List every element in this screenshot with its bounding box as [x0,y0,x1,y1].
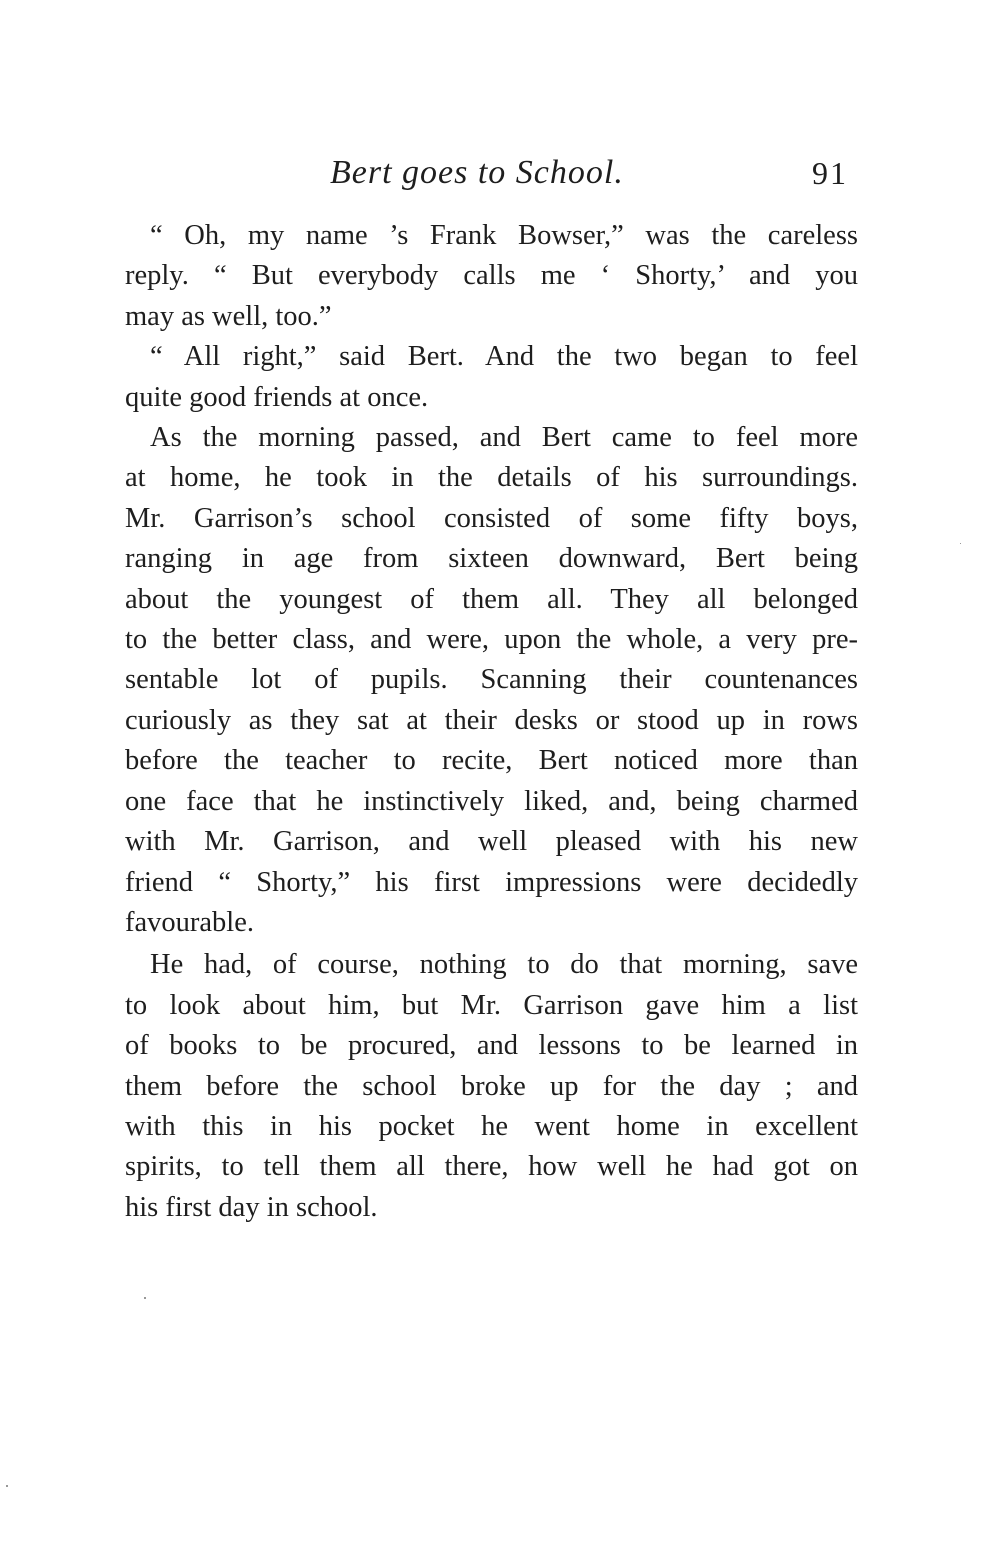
text-line: with this in his pocket he went home in excellent [125,1110,858,1142]
text-line: his first day in school. [125,1191,378,1223]
text-line: quite good friends at once. [125,381,429,413]
body-text [125,216,858,1228]
paragraph-3 [125,418,858,943]
running-head [0,150,1000,196]
scan-speck [144,1297,146,1299]
text-line: may as well, too.” [125,300,332,332]
paragraph-2 [125,337,858,418]
text-line: them before the school broke up for the day ; and [125,1070,858,1102]
text-line: one face that he instinctively liked, and, being charmed [125,785,858,817]
paragraph-4 [125,945,858,1228]
text-line: friend “ Shorty,” his first impressions were decidedly [125,866,858,898]
scan-speck [6,1485,8,1487]
text-line: As the morning passed, and Bert came to feel more [150,422,858,454]
text-line: to the better class, and were, upon the whole, a very pre- [125,624,858,656]
text-line: “ Oh, my name ’s Frank Bowser,” was the careless [150,220,858,251]
text-line: spirits, to tell them all there, how well he had got on [125,1151,858,1183]
text-line: sentable lot of pupils. Scanning their countenances [125,664,858,696]
scan-speck [960,543,961,544]
text-line: of books to be procured, and lessons to be learned in [125,1030,858,1062]
text-line: He had, of course, nothing to do that morning, save [150,949,858,981]
text-line: “ All right,” said Bert. And the two began to feel [150,341,858,373]
text-line: reply. “ But everybody calls me ‘ Shorty,’ and you [125,260,858,292]
page-number: 91 [812,155,848,191]
text-line: ranging in age from sixteen downward, Bert being [125,543,858,575]
text-line: with Mr. Garrison, and well pleased with his new [125,826,858,858]
paragraph-1 [125,216,858,337]
text-line: favourable. [125,906,254,938]
text-line: about the youngest of them all. They all belonged [125,583,858,615]
text-line: to look about him, but Mr. Garrison gave him a list [125,989,858,1021]
text-line: at home, he took in the details of his surroundings. [125,462,858,494]
text-line: Mr. Garrison’s school consisted of some fifty boys, [125,502,858,534]
running-title: Bert goes to School. [330,154,624,191]
text-line: curiously as they sat at their desks or stood up in rows [125,704,858,736]
text-line: before the teacher to recite, Bert noticed more than [125,745,858,777]
